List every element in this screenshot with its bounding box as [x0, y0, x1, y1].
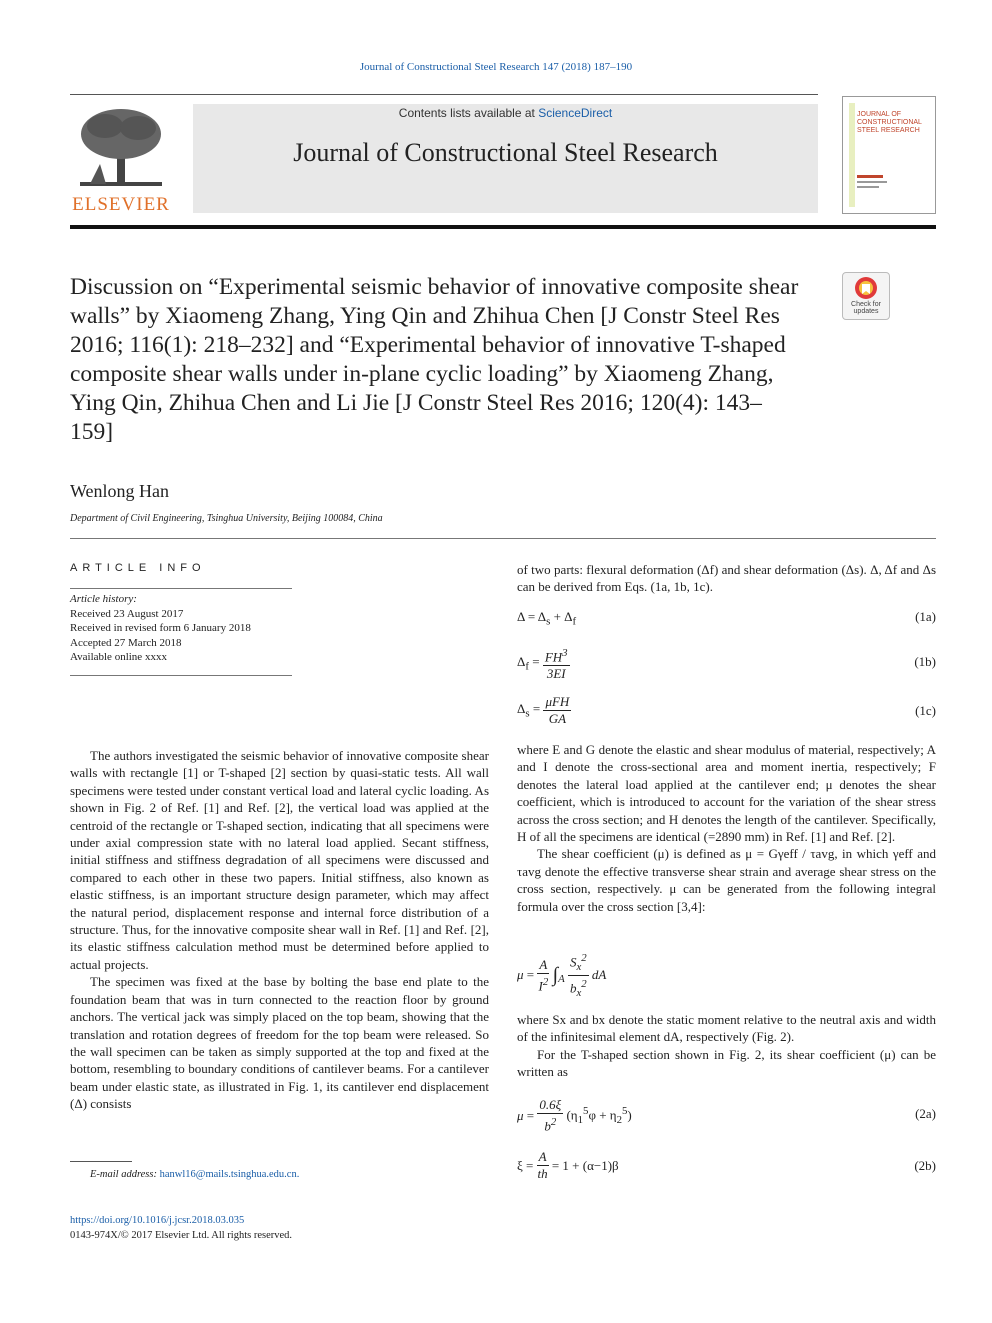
tree-icon [70, 104, 172, 194]
body-right-text [517, 741, 936, 915]
journal-banner [193, 104, 818, 213]
email-link[interactable]: hanwl16@mails.tsinghua.edu.cn. [159, 1169, 300, 1180]
paragraph: The specimen was fixed at the base by bolting the base end plate to the foundation beam that was in turn connected to the reaction floor by ground anchors. The vertical jack was simply placed on the top beam, showing that the translation and rotation degrees of freedom for the top beam were released. So the wall specimen can be taken as simply supported at the top and fixed at the bottom, resembling to boundary conditions of cantilever beams. For a cantilever beam under elastic state, as illustrated in Fig. 1, its cantilever end displacement (Δ) consists [70, 974, 489, 1112]
paragraph: of two parts: flexural deformation (Δf) and shear deformation (Δs). Δ, Δf and Δs can be derived from Eqs. (1a, 1b, 1c). [517, 562, 936, 595]
header-thick-rule [70, 225, 936, 229]
journal-cover-thumbnail[interactable] [842, 96, 936, 214]
author-affiliation: Department of Civil Engineering, Tsinghua University, Beijing 100084, China [70, 513, 383, 524]
check-for-updates-button[interactable]: Check for updates [842, 272, 890, 320]
elsevier-logo[interactable] [70, 104, 172, 216]
equation-1a: $\Delta = \Delta_s + \Delta_f$ (1a) [517, 609, 936, 628]
divider [70, 675, 292, 676]
sciencedirect-link[interactable]: ScienceDirect [538, 106, 613, 120]
journal-reference[interactable]: Journal of Constructional Steel Research 147 (2018) 187–190 [359, 61, 633, 73]
body-right-text-2 [517, 1011, 936, 1081]
article-title: Discussion on “Experimental seismic behavior of innovative composite shear walls” by Xiaomeng Zhang, Ying Qin and Zhihua Chen [J Constr Steel Res 2016; 116(1): 218–232] and “Experimental behavior of innovative T-shaped composite shear walls under in-plane cyclic loading” by Xiaomeng Zhang, Ying Qin, Zhihua Chen and Li Jie [J Constr Steel Res 2016; 120(4): 143–159] [70, 274, 799, 445]
journal-title[interactable]: Journal of Constructional Steel Research [293, 138, 718, 167]
publisher-wordmark: ELSEVIER [72, 194, 170, 215]
author-name: Wenlong Han [70, 481, 170, 501]
paragraph: For the T-shaped section shown in Fig. 2, its shear coefficient (μ) can be written as [517, 1046, 936, 1080]
equation-2a: μ = $\frac{0.6\xi}{b^2}$ $(\eta_1^5\varphi + \eta_2^5)$ (2a) [517, 1097, 936, 1134]
header-rule [70, 94, 818, 95]
cover-art-icon [843, 97, 935, 213]
article-history: Article history: Received 23 August 2017 Received in revised form 6 January 2018 Accepted 27 March 2018 Available online xxxx [70, 593, 251, 663]
body-right-intro [517, 561, 936, 596]
paragraph: where E and G denote the elastic and shear modulus of material, respectively; A and I denote the cross-sectional area and moment inertia, respectively; F denotes the lateral load applied at the cantilever end; μ denotes the shear coefficient, which is introduced to account for the variation of the shear stress across the cross section; and H denotes the length of the cantilever. Specifically, H of all the specimens are identical (=2890 mm) in Ref. [1] and Ref. [2]. [517, 742, 936, 845]
copyright-notice: 0143-974X/© 2017 Elsevier Ltd. All rights reserved. [70, 1230, 293, 1241]
doi-link[interactable]: https://doi.org/10.1016/j.jcsr.2018.03.035 [70, 1215, 245, 1226]
contents-line: Contents lists available at ScienceDirect [398, 106, 613, 120]
paragraph: where Sx and bx denote the static moment relative to the neutral axis and width of the infinitesimal element dA, respectively (Fig. 2). [517, 1012, 936, 1045]
divider [70, 538, 936, 539]
cover-title: JOURNAL OF CONSTRUCTIONAL STEEL RESEARCH [857, 111, 922, 134]
footnote-rule [70, 1161, 132, 1162]
body-left-column [70, 747, 489, 1113]
paragraph: The authors investigated the seismic behavior of innovative composite shear walls with rectangle [1] or T-shaped [2] section by quasi-static tests. All wall specimens were tested under constant vertical load and lateral cyclic loading. As shown in Fig. 2 of Ref. [1] and Ref. [2], the vertical load was applied at the centroid of the rectangle or T-shaped section, indicating that all specimens were under axial compression state with no lateral load applied. Secant stiffness, initial stiffness and stiffness degradation of all specimens were discussed and compared to each other in these two papers. Initial stiffness, also known as elastic stiffness, is an important structure design parameter, which may affect the natural period, displacement response and internal force distribution of a structure. Thus, for the innovative composite shear wall in Ref. [1] and Ref. [2], its elastic stiffness calculation method must be determined before applied to actual projects. [70, 748, 489, 972]
equation-1b: $\Delta_f$ = $\frac{FH^3}{3EI}$ (1b) [517, 647, 936, 682]
bookmark-icon [843, 273, 889, 303]
divider [70, 588, 292, 589]
equation-1c: $\Delta_s$ = $\frac{\text{μFH}}{GA}$ (1c) [517, 694, 936, 726]
paragraph: The shear coefficient (μ) is defined as μ = Gγeff / τavg, in which γeff and τavg denote the effective transverse shear strain and average shear stress on the cross section, respectively. μ can be generated from the following integral formula over the cross section [3,4]: [517, 846, 936, 914]
equation-2b: ξ = $\frac{A}{th}$ = 1 + (α−1)β (2b) [517, 1149, 936, 1181]
footnote-email: E-mail address: hanwl16@mails.tsinghua.edu.cn. [90, 1169, 300, 1180]
equation-mu-integral: μ = $\frac{A}{I^2}$ $\int_A$ $\frac{S_x^2}{b_x^2}$ dA [517, 952, 607, 999]
article-info-heading: ARTICLE INFO [70, 562, 206, 574]
